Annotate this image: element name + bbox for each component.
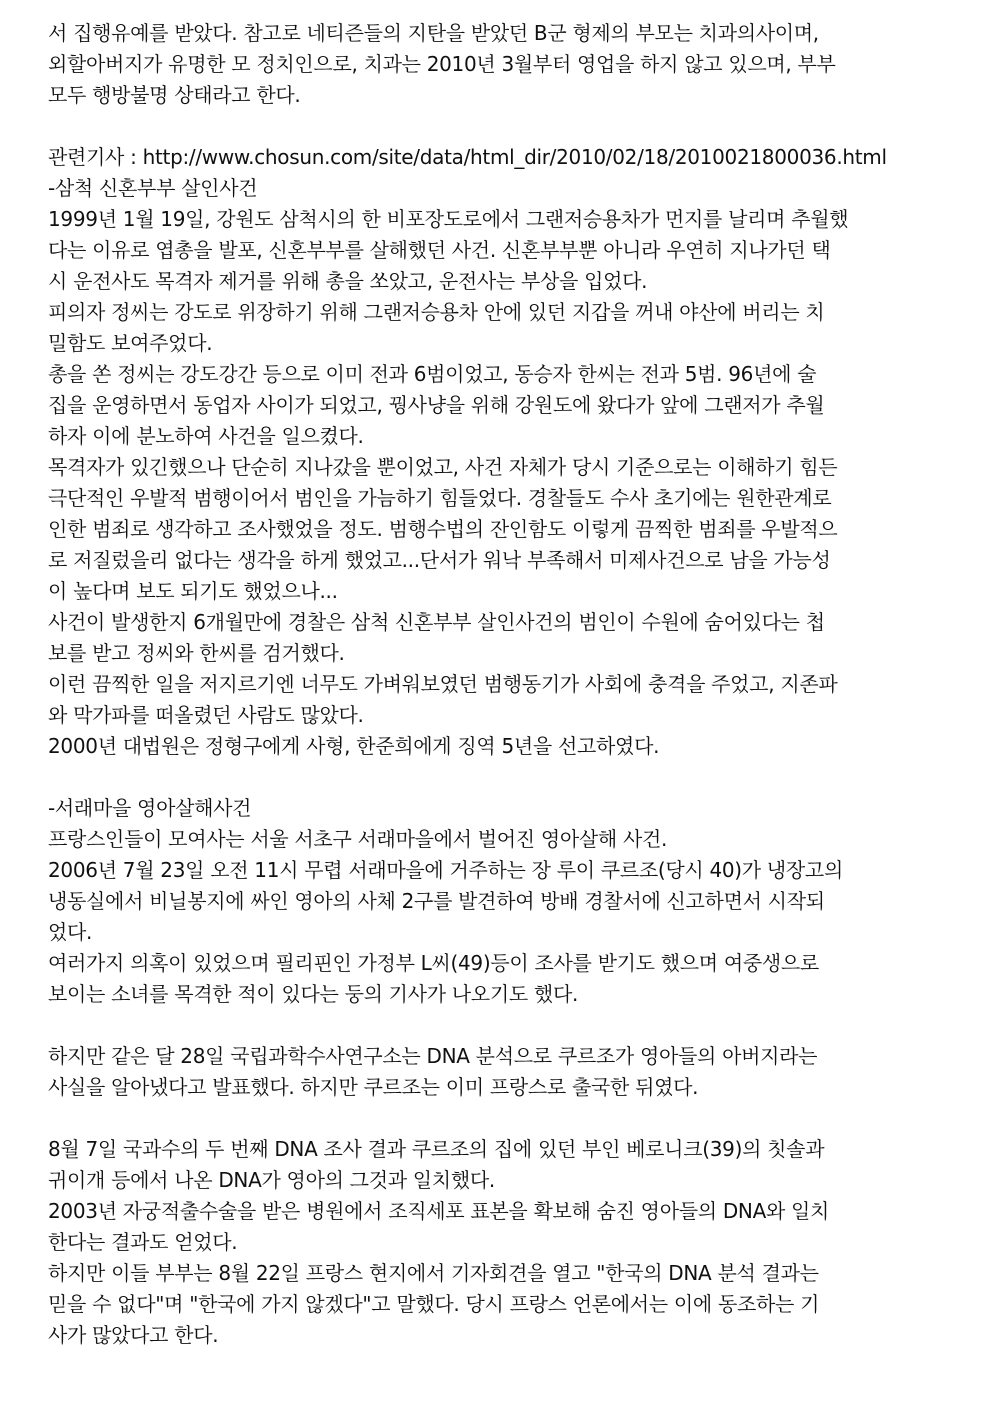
text-line: 보를 받고 정씨와 한씨를 검거했다. xyxy=(48,641,345,665)
text-line: 하지만 같은 달 28일 국립과학수사연구소는 DNA 분석으로 쿠르조가 영아들의 아버지라는 xyxy=(48,1044,818,1068)
text-line: 극단적인 우발적 범행이어서 범인을 가늠하기 힘들었다. 경찰들도 수사 초기에는 원한관계로 xyxy=(48,486,832,510)
text-line: 시 운전사도 목격자 제거를 위해 총을 쏘았고, 운전사는 부상을 입었다. xyxy=(48,269,648,293)
text-line: 이런 끔찍한 일을 저지르기엔 너무도 가벼워보였던 범행동기가 사회에 충격을 주었고, 지존파 xyxy=(48,672,838,696)
text-line: 8월 7일 국과수의 두 번째 DNA 조사 결과 쿠르조의 집에 있던 부인 베로니크(39)의 칫솔과 xyxy=(48,1137,825,1161)
text-line: 믿을 수 없다"며 "한국에 가지 않겠다"고 말했다. 당시 프랑스 언론에서는 이에 동조하는 기 xyxy=(48,1292,820,1316)
text-line: 사실을 알아냈다고 발표했다. 하지만 쿠르조는 이미 프랑스로 출국한 뒤였다. xyxy=(48,1075,699,1099)
text-line: 2003년 자궁적출수술을 받은 병원에서 조직세포 표본을 확보해 숨진 영아들의 DNA와 일치 xyxy=(48,1199,830,1223)
text-line: 한다는 결과도 얻었다. xyxy=(48,1230,238,1254)
text-line: -삼척 신혼부부 살인사건 xyxy=(48,176,258,200)
text-line: 사건이 발생한지 6개월만에 경찰은 삼척 신혼부부 살인사건의 범인이 수원에 숨어있다는 첩 xyxy=(48,610,825,634)
text-line: 서 집행유예를 받았다. 참고로 네티즌들의 지탄을 받았던 B군 형제의 부모는 치과의사이며, xyxy=(48,21,819,45)
blank-line xyxy=(48,111,948,142)
document-body xyxy=(48,18,948,1351)
text-line: 다는 이유로 엽총을 발포, 신혼부부를 살해했던 사건. 신혼부부뿐 아니라 우연히 지나가던 택 xyxy=(48,238,831,262)
text-line: 하지만 이들 부부는 8월 22일 프랑스 현지에서 기자회견을 열고 "한국의 DNA 분석 결과는 xyxy=(48,1261,819,1285)
text-line: 이 높다며 보도 되기도 했었으나... xyxy=(48,579,338,603)
text-line: 귀이개 등에서 나온 DNA가 영아의 그것과 일치했다. xyxy=(48,1168,495,1192)
text-line: 사가 많았다고 한다. xyxy=(48,1323,219,1347)
text-line: 외할아버지가 유명한 모 정치인으로, 치과는 2010년 3월부터 영업을 하지 않고 있으며, 부부 xyxy=(48,52,836,76)
text-line: 피의자 정씨는 강도로 위장하기 위해 그랜저승용차 안에 있던 지갑을 꺼내 야산에 버리는 치 xyxy=(48,300,825,324)
text-line: 로 저질렀을리 없다는 생각을 하게 했었고...단서가 워낙 부족해서 미제사건으로 남을 가능성 xyxy=(48,548,831,572)
text-line: 2006년 7월 23일 오전 11시 무렵 서래마을에 거주하는 장 루이 쿠르조(당시 40)가 냉장고의 xyxy=(48,858,843,882)
text-line: 밀함도 보여주었다. xyxy=(48,331,213,355)
text-line: 보이는 소녀를 목격한 적이 있다는 둥의 기사가 나오기도 했다. xyxy=(48,982,579,1006)
text-line: 1999년 1월 19일, 강원도 삼척시의 한 비포장도로에서 그랜저승용차가 먼지를 날리며 추월했 xyxy=(48,207,849,231)
text-line: 프랑스인들이 모여사는 서울 서초구 서래마을에서 벌어진 영아살해 사건. xyxy=(48,827,668,851)
blank-line xyxy=(48,762,948,793)
text-line: 모두 행방불명 상태라고 한다. xyxy=(48,83,301,107)
text-line: 총을 쏜 정씨는 강도강간 등으로 이미 전과 6범이었고, 동승자 한씨는 전과 5범. 96년에 술 xyxy=(48,362,817,386)
text-line: 목격자가 있긴했으나 단순히 지나갔을 뿐이었고, 사건 자체가 당시 기준으로는 이해하기 힘든 xyxy=(48,455,838,479)
text-line: -서래마을 영아살해사건 xyxy=(48,796,252,820)
text-line: 었다. xyxy=(48,920,93,944)
text-line: 하자 이에 분노하여 사건을 일으켰다. xyxy=(48,424,364,448)
blank-line xyxy=(48,1010,948,1041)
text-line: 관련기사 : http://www.chosun.com/site/data/html_dir/2010/02/18/2010021800036.html xyxy=(48,145,887,169)
text-line: 여러가지 의혹이 있었으며 필리핀인 가정부 L씨(49)등이 조사를 받기도 했으며 여중생으로 xyxy=(48,951,819,975)
blank-line xyxy=(48,1103,948,1134)
text-line: 인한 범죄로 생각하고 조사했었을 정도. 범행수법의 잔인함도 이렇게 끔찍한 범죄를 우발적으 xyxy=(48,517,838,541)
text-line: 냉동실에서 비닐봉지에 싸인 영아의 사체 2구를 발견하여 방배 경찰서에 신고하면서 시작되 xyxy=(48,889,825,913)
text-line: 와 막가파를 떠올렸던 사람도 많았다. xyxy=(48,703,364,727)
text-line: 2000년 대법원은 정형구에게 사형, 한준희에게 징역 5년을 선고하였다. xyxy=(48,734,660,758)
text-line: 집을 운영하면서 동업자 사이가 되었고, 꿩사냥을 위해 강원도에 왔다가 앞에 그랜저가 추월 xyxy=(48,393,825,417)
